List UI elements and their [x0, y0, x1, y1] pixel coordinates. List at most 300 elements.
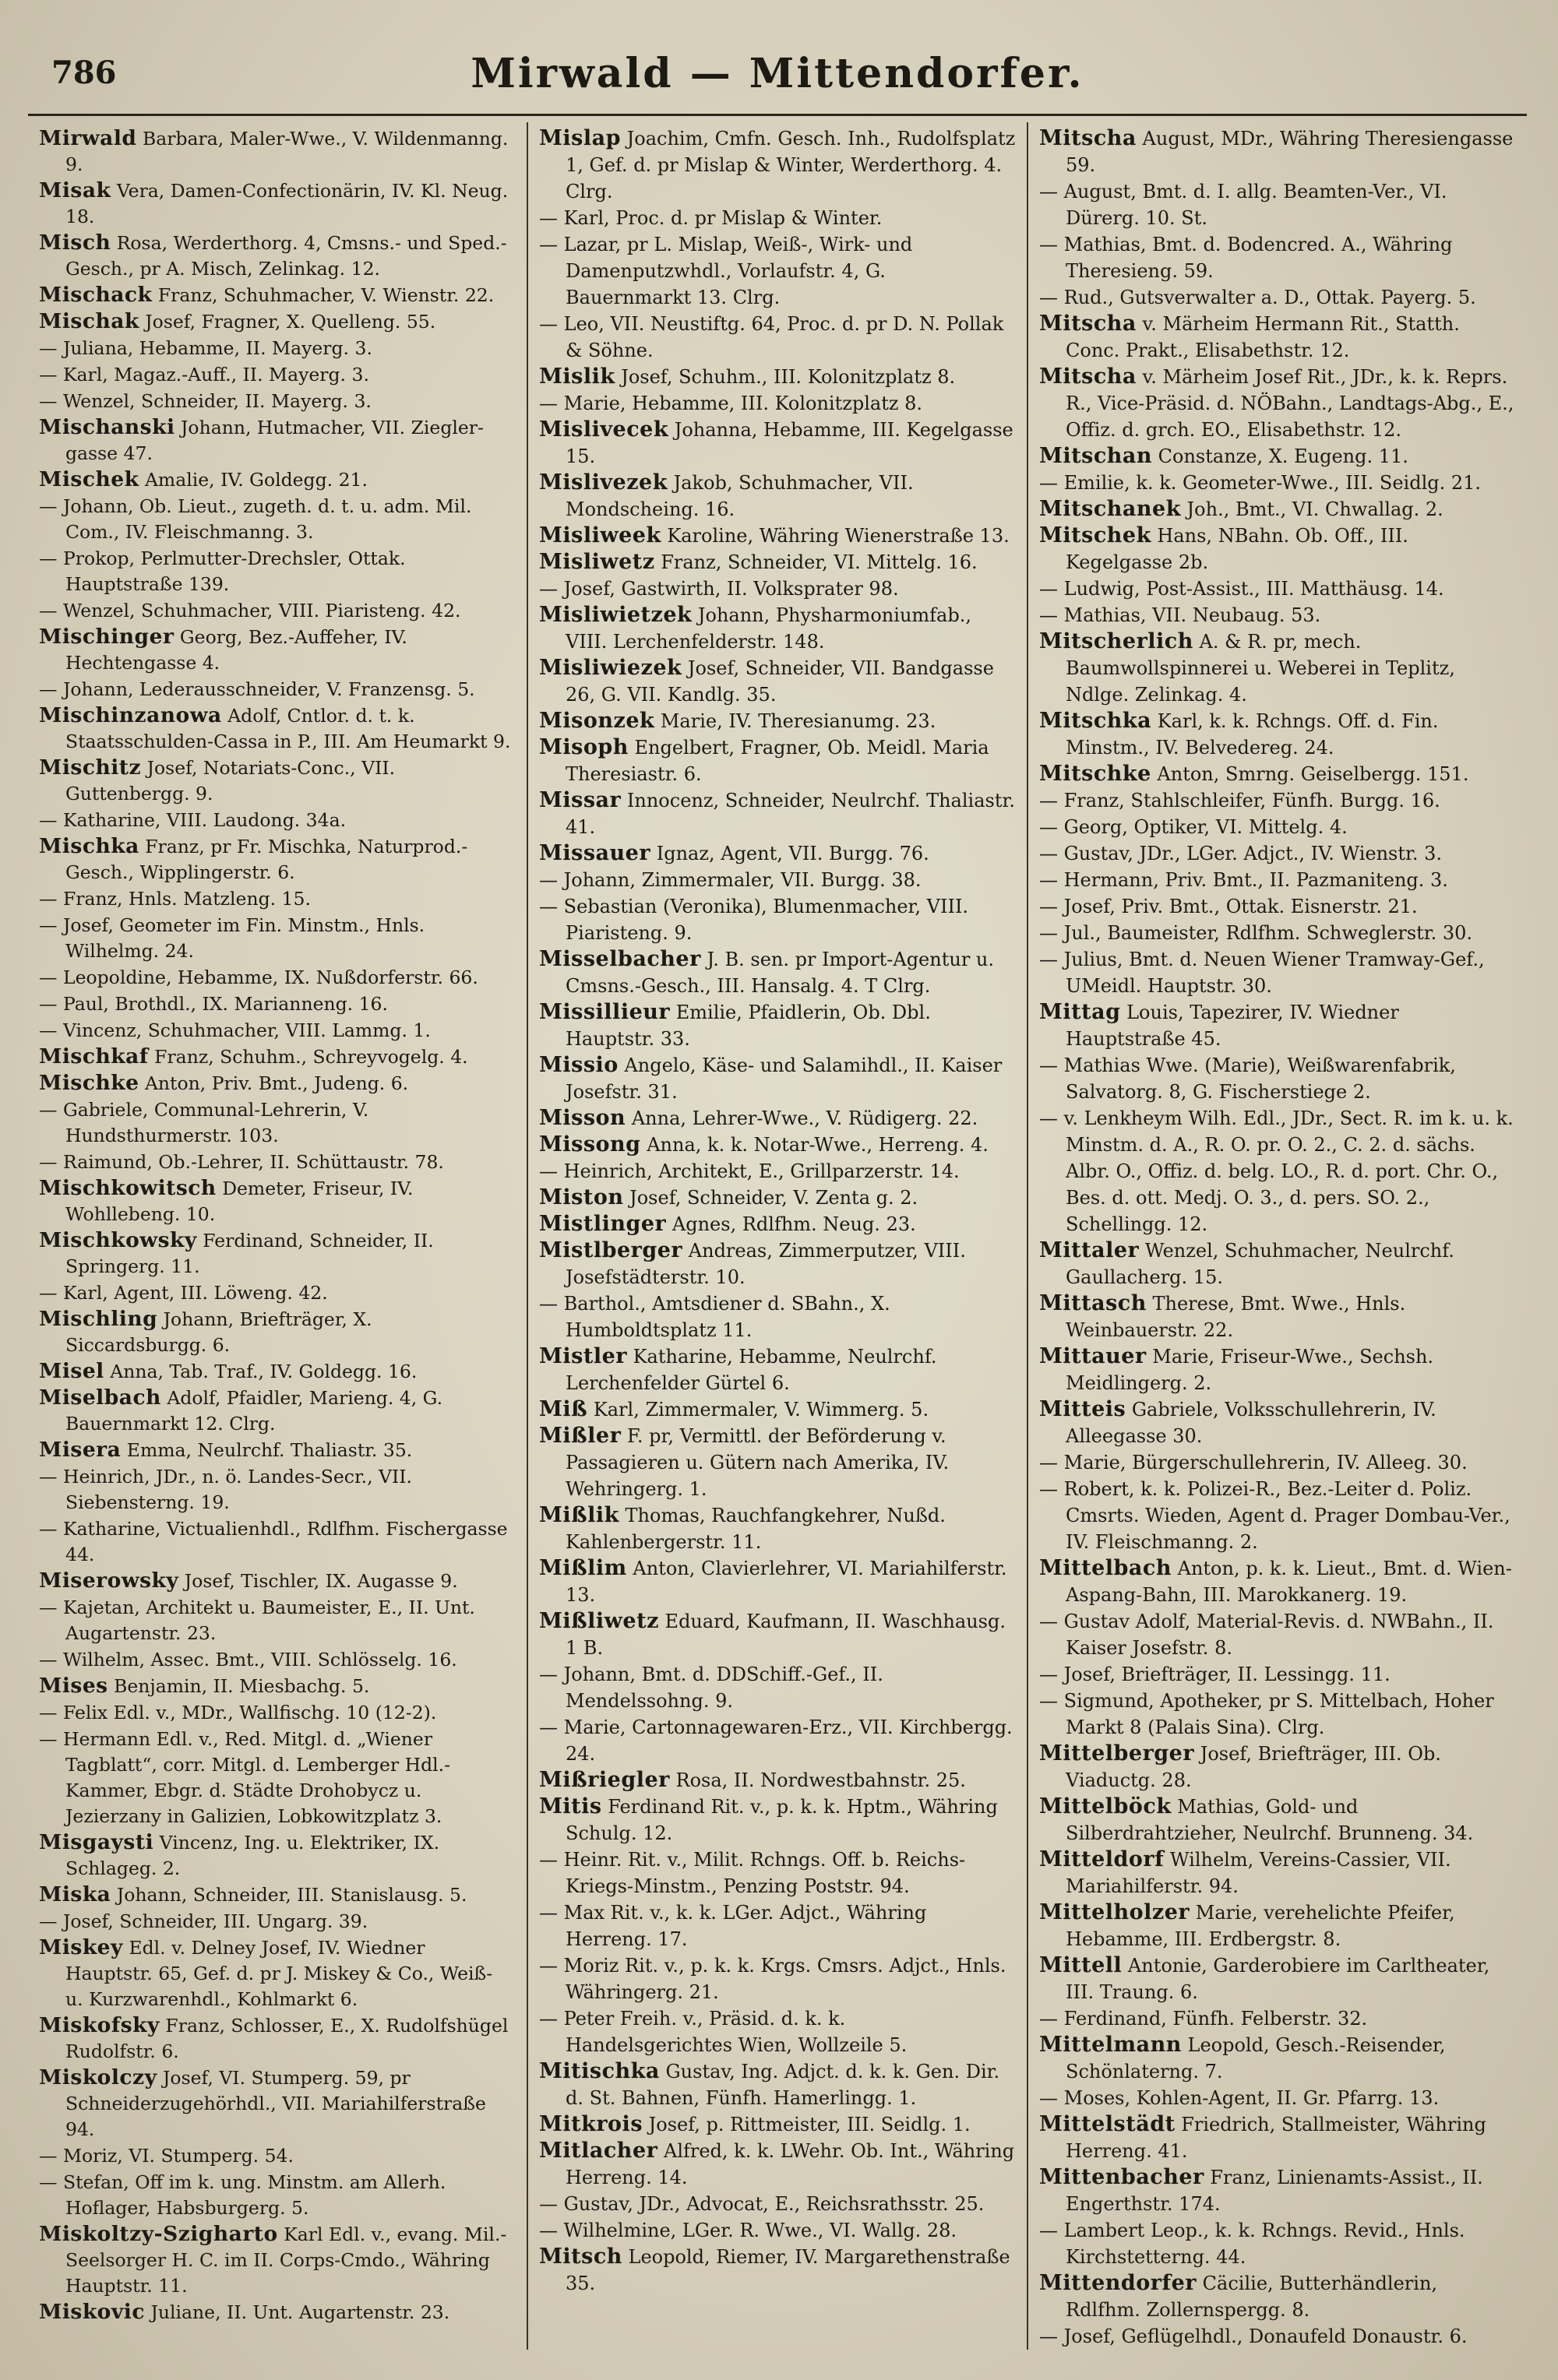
directory-entry — [39, 912, 516, 964]
entry-surname: Mittauer — [1039, 1344, 1147, 1368]
page-number: 786 — [51, 55, 117, 91]
entry-surname: Mittelberger — [1039, 1741, 1195, 1766]
directory-entry — [1039, 628, 1516, 708]
entry-surname: Misonzek — [539, 709, 655, 733]
entry-details: — Josef, Briefträger, II. Lessingg. 11. — [1039, 1664, 1391, 1685]
entry-surname: Misson — [539, 1106, 626, 1130]
directory-entry — [39, 2065, 516, 2142]
directory-entry — [1039, 893, 1516, 920]
entry-details: Karl, k. k. Rchngs. Off. d. Fin. Minstm., IV. Belvedereg. 24. — [1066, 710, 1439, 759]
entry-details: Edl. v. Delney Josef, IV. Wiedner Hauptstr. 65, Gef. d. pr J. Miskey & Co., Weiß- u. Kurzwarenhdl., Kohlmarkt 6. — [65, 1937, 493, 2010]
entry-details: — Paul, Brothdl., IX. Marianneng. 16. — [39, 993, 388, 1015]
directory-entry — [539, 893, 1016, 946]
entry-details: Agnes, Rdlfhm. Neug. 23. — [671, 1213, 916, 1235]
entry-surname: Mitsch — [539, 2244, 622, 2269]
entry-surname: Miskovic — [39, 2300, 145, 2324]
directory-entry — [1039, 2085, 1516, 2111]
entry-details: — Heinr. Rit. v., Milit. Rchngs. Off. b. Reichs-Kriegs-Minstm., Penzing Poststr. 94. — [539, 1849, 966, 1897]
entry-details: Eduard, Kaufmann, II. Waschhausg. 1 B. — [566, 1611, 1006, 1659]
entry-details: Josef, Notariats-Conc., VII. Guttenbergg. 9. — [65, 757, 396, 804]
entry-details: — Hermann Edl. v., Red. Mitgl. d. „Wiener Tagblatt“, corr. Mitgl. d. Lemberger Hdl.-Kammer, Ebgr. d. Städte Drohobycz u. Jezierzany in Galizien, Lobkowitzplatz 3. — [39, 1728, 451, 1827]
directory-entry — [539, 1396, 1016, 1423]
entry-surname: Mirwald — [39, 126, 137, 150]
entry-details: — Prokop, Perlmutter-Drechsler, Ottak. Hauptstraße 139. — [39, 547, 406, 595]
page-header — [28, 47, 1527, 116]
entry-details: Franz, Schneider, VI. Mittelg. 16. — [661, 551, 978, 573]
entry-surname: Mitscherlich — [1039, 629, 1193, 653]
entry-details: Johann, Hutmacher, VII. Ziegler-gasse 47. — [65, 417, 484, 464]
entry-details: — Stefan, Off im k. ung. Minstm. am Allerh. Hoflager, Habsburgerg. 5. — [39, 2171, 446, 2219]
directory-entry — [39, 1908, 516, 1935]
directory-entry — [39, 1463, 516, 1516]
entry-surname: Misliwiezek — [539, 656, 682, 680]
entry-details: — Mathias Wwe. (Marie), Weißwarenfabrik, Salvatorg. 8, G. Fischerstiege 2. — [1039, 1054, 1456, 1103]
entry-surname: Misak — [39, 178, 111, 202]
directory-entry — [1039, 311, 1516, 364]
directory-entry — [539, 1847, 1016, 1899]
entry-surname: Missauer — [539, 841, 651, 865]
directory-entry — [39, 991, 516, 1017]
directory-entry — [39, 2299, 516, 2325]
entry-details: Vera, Damen-Confectionärin, IV. Kl. Neug. 18. — [65, 180, 509, 227]
entry-surname: Mißler — [539, 1424, 622, 1448]
directory-entry — [1039, 2005, 1516, 2032]
directory-entry — [1039, 999, 1516, 1052]
directory-entry — [539, 1211, 1016, 1238]
column-2 — [528, 122, 1028, 2350]
directory-entry — [39, 414, 516, 466]
entry-details: — August, Bmt. d. I. allg. Beamten-Ver., VI. Dürerg. 10. St. — [1039, 181, 1447, 229]
entry-details: Franz, Linienamts-Assist., II. Engerthstr. 174. — [1066, 2167, 1483, 2215]
entry-details: — Wilhelm, Assec. Bmt., VIII. Schlösselg. 16. — [39, 1649, 457, 1671]
directory-entry — [1039, 1052, 1516, 1105]
entry-surname: Mitis — [539, 1794, 602, 1818]
directory-entry — [539, 1343, 1016, 1396]
entry-surname: Misera — [39, 1438, 122, 1462]
directory-entry — [1039, 1555, 1516, 1608]
entry-details: Vincenz, Ing. u. Elektriker, IX. Schlageg. 2. — [65, 1832, 440, 1879]
directory-entry — [539, 1661, 1016, 1714]
entry-details: — Franz, Stahlschleifer, Fünfh. Burgg. 16. — [1039, 790, 1440, 812]
entry-details: Johann, Physharmoniumfab., VIII. Lerchenfelderstr. 148. — [566, 604, 971, 653]
entry-details: Gustav, Ing. Adjct. d. k. k. Gen. Dir. d. St. Bahnen, Fünfh. Hamerlingg. 1. — [566, 2061, 1000, 2109]
entry-details: — Franz, Hnls. Matzleng. 15. — [39, 888, 311, 910]
entry-details: — Felix Edl. v., MDr., Wallfischg. 10 (12-2). — [39, 1702, 437, 1723]
entry-details: — Barthol., Amtsdiener d. SBahn., X. Humboldtsplatz 11. — [539, 1293, 890, 1341]
directory-entry — [1039, 576, 1516, 602]
entry-surname: Mitteldorf — [1039, 1847, 1165, 1871]
directory-entry — [39, 493, 516, 545]
directory-entry — [39, 230, 516, 282]
entry-details: Marie, Friseur-Wwe., Sechsh. Meidlingerg. 2. — [1066, 1346, 1434, 1394]
directory-entry — [539, 946, 1016, 999]
entry-details: — Juliana, Hebamme, II. Mayerg. 3. — [39, 337, 372, 359]
entry-details: — Josef, Priv. Bmt., Ottak. Eisnerstr. 21. — [1039, 896, 1418, 917]
directory-entry — [39, 1882, 516, 1908]
entry-details: — Ludwig, Post-Assist., III. Matthäusg. 14. — [1039, 578, 1444, 600]
entry-details: — Josef, Schneider, III. Ungarg. 39. — [39, 1910, 368, 1932]
directory-entry — [39, 1726, 516, 1829]
directory-entry — [1039, 708, 1516, 761]
entry-surname: Miskolczy — [39, 2065, 157, 2090]
directory-entry — [39, 1070, 516, 1097]
entry-details: Rosa, II. Nordwestbahnstr. 25. — [675, 1769, 966, 1791]
directory-entry — [539, 2217, 1016, 2244]
directory-entry — [1039, 1396, 1516, 1449]
entry-surname: Mittelböck — [1039, 1794, 1172, 1818]
entry-details: — Johann, Bmt. d. DDSchiff.-Gef., II. Mendelssohng. 9. — [539, 1664, 883, 1712]
entry-surname: Misliweek — [539, 523, 661, 547]
entry-details: — Rud., Gutsverwalter a. D., Ottak. Payerg. 5. — [1039, 287, 1476, 308]
entry-details: Angelo, Käse- und Salamihdl., II. Kaiser Josefstr. 31. — [566, 1054, 1003, 1103]
entry-details: Josef, Schneider, VII. Bandgasse 26, G. VII. Kandlg. 35. — [566, 657, 994, 706]
directory-entry — [1039, 1105, 1516, 1238]
entry-details: Johann, Schneider, III. Stanislausg. 5. — [116, 1884, 467, 1906]
entry-details: Anton, Clavierlehrer, VI. Mariahilferstr. 13. — [566, 1558, 1007, 1606]
entry-surname: Mitischka — [539, 2059, 660, 2083]
directory-entry — [539, 2005, 1016, 2058]
entry-surname: Miserowsky — [39, 1568, 179, 1593]
entry-details: Franz, Schuhm., Schreyvogelg. 4. — [154, 1046, 468, 1068]
entry-details: Friedrich, Stallmeister, Währing Herreng. 41. — [1066, 2114, 1486, 2162]
directory-entry — [539, 999, 1016, 1052]
entry-details: Andreas, Zimmerputzer, VIII. Josefstädterstr. 10. — [566, 1240, 966, 1288]
entry-details: Franz, Schuhmacher, V. Wienstr. 22. — [157, 284, 495, 306]
entry-surname: Misliwietzek — [539, 603, 693, 627]
entry-details: — v. Lenkheym Wilh. Edl., JDr., Sect. R. im k. u. k. Minstm. d. A., R. O. pr. O. 2., C. 2. d. sächs. Albr. O., Offiz. d. belg. LO., R. d. port. Chr. O., Bes. d. ott. Medj. O. 3., d. pers. SO. 2., Schellingg. 12. — [1039, 1107, 1514, 1235]
entry-details: — Gabriele, Communal-Lehrerin, V. Hundsthurmerstr. 103. — [39, 1099, 369, 1146]
entry-details: — Leopoldine, Hebamme, IX. Nußdorferstr. 66. — [39, 966, 478, 988]
entry-details: — Lambert Leop., k. k. Rchngs. Revid., Hnls. Kirchstetterng. 44. — [1039, 2220, 1465, 2268]
entry-details: Wenzel, Schuhmacher, Neulrchf. Gaullacherg. 15. — [1066, 1240, 1454, 1288]
directory-entry — [39, 833, 516, 885]
directory-entry — [39, 1699, 516, 1726]
entry-surname: Miskofsky — [39, 2013, 160, 2037]
directory-entry — [1039, 1476, 1516, 1555]
entry-details: Leopold, Riemer, IV. Margarethenstraße 35. — [566, 2246, 1010, 2294]
entry-details: — Johann, Ob. Lieut., zugeth. d. t. u. adm. Mil. Com., IV. Fleischmanng. 3. — [39, 495, 472, 543]
directory-entry — [39, 388, 516, 414]
directory-entry — [39, 1568, 516, 1594]
entry-details: — Johann, Zimmermaler, VII. Burgg. 38. — [539, 869, 922, 891]
directory-entry — [539, 2058, 1016, 2111]
directory-entry — [39, 1044, 516, 1070]
entry-details: — Johann, Lederausschneider, V. Franzensg. 5. — [39, 678, 475, 700]
directory-entry — [1039, 2032, 1516, 2085]
directory-entry — [1039, 1688, 1516, 1741]
entry-details: Johann, Briefträger, X. Siccardsburgg. 6. — [65, 1308, 372, 1356]
entry-surname: Mitschka — [1039, 709, 1152, 733]
entry-details: — Katharine, Victualienhdl., Rdlfhm. Fischergasse 44. — [39, 1518, 508, 1565]
entry-details: Anna, k. k. Notar-Wwe., Herreng. 4. — [647, 1134, 989, 1156]
directory-entry — [1039, 2217, 1516, 2270]
entry-surname: Mislivecek — [539, 417, 669, 442]
entry-details: — Raimund, Ob.-Lehrer, II. Schüttaustr. 78. — [39, 1151, 444, 1173]
entry-surname: Mittell — [1039, 1953, 1123, 1977]
directory-entry — [1039, 496, 1516, 523]
entry-details: — Josef, Geflügelhdl., Donaufeld Donaustr. 6. — [1039, 2325, 1468, 2347]
entry-details: — Karl, Agent, III. Löweng. 42. — [39, 1282, 328, 1304]
entry-surname: Mislap — [539, 126, 621, 150]
entry-surname: Missio — [539, 1053, 619, 1077]
directory-entry — [539, 364, 1016, 390]
entry-details: Benjamin, II. Miesbachg. 5. — [114, 1675, 370, 1697]
entry-details: — Leo, VII. Neustiftg. 64, Proc. d. pr D. N. Pollak & Söhne. — [539, 313, 1004, 361]
entry-surname: Mitschan — [1039, 444, 1153, 468]
directory-entry — [1039, 761, 1516, 787]
entry-details: Josef, Briefträger, III. Ob. Viaductg. 28. — [1066, 1743, 1441, 1791]
entry-surname: Mises — [39, 1674, 108, 1698]
entry-surname: Mittag — [1039, 1000, 1121, 1024]
directory-entry — [39, 624, 516, 676]
directory-entry — [539, 1608, 1016, 1661]
entry-details: — Mathias, VII. Neubaug. 53. — [1039, 604, 1321, 626]
directory-entry — [1039, 1343, 1516, 1396]
directory-entry — [39, 282, 516, 308]
directory-entry — [1039, 178, 1516, 231]
directory-entry — [1039, 2164, 1516, 2217]
directory-entry — [539, 576, 1016, 602]
directory-entry — [1039, 602, 1516, 628]
entry-details: Hans, NBahn. Ob. Off., III. Kegelgasse 2b. — [1066, 525, 1408, 573]
entry-details: — Marie, Hebamme, III. Kolonitzplatz 8. — [539, 393, 923, 414]
entry-details: Engelbert, Fragner, Ob. Meidl. Maria Theresiastr. 6. — [566, 737, 989, 785]
column-3 — [1028, 122, 1527, 2350]
directory-entry — [39, 2221, 516, 2299]
entry-details: — Emilie, k. k. Geometer-Wwe., III. Seidlg. 21. — [1039, 472, 1482, 494]
entry-details: F. pr, Vermittl. der Beförderung v. Passagieren u. Gütern nach Amerika, IV. Wehringerg. 1. — [566, 1425, 950, 1500]
directory-entry — [39, 2012, 516, 2065]
entry-surname: Mittelstädt — [1039, 2112, 1176, 2136]
directory-entry — [39, 1437, 516, 1463]
directory-entry — [39, 1149, 516, 1175]
directory-entry — [539, 1767, 1016, 1794]
entry-surname: Miselbach — [39, 1385, 161, 1410]
directory-entry — [1039, 2323, 1516, 2350]
directory-entry — [1039, 920, 1516, 946]
entry-surname: Mittendorfer — [1039, 2271, 1197, 2295]
directory-entry — [1039, 946, 1516, 999]
entry-details: — Wilhelmine, LGer. R. Wwe., VI. Wallg. 28. — [539, 2220, 957, 2241]
directory-entry — [39, 1017, 516, 1044]
entry-surname: Misselbacher — [539, 947, 701, 971]
entry-surname: Miskoltzy-Szigharto — [39, 2222, 278, 2246]
entry-details: v. Märheim Hermann Rit., Statth. Conc. Prakt., Elisabethstr. 12. — [1066, 313, 1460, 361]
entry-surname: Misel — [39, 1359, 104, 1383]
entry-surname: Mischka — [39, 834, 139, 858]
entry-details: Emilie, Pfaidlerin, Ob. Dbl. Hauptstr. 33. — [566, 1002, 931, 1050]
entry-surname: Miston — [539, 1185, 624, 1209]
directory-entry — [1039, 284, 1516, 311]
entry-surname: Mistler — [539, 1344, 627, 1368]
entry-details: — Vincenz, Schuhmacher, VIII. Lammg. 1. — [39, 1019, 431, 1041]
directory-entry — [39, 807, 516, 833]
entry-surname: Mitkrois — [539, 2112, 643, 2136]
entry-details: — Katharine, VIII. Laudong. 34a. — [39, 809, 347, 831]
directory-entry — [39, 1594, 516, 1646]
entry-surname: Mißlik — [539, 1503, 619, 1527]
directory-entry — [1039, 2111, 1516, 2164]
directory-entry — [1039, 1661, 1516, 1688]
directory-entry — [39, 335, 516, 361]
directory-entry — [39, 1227, 516, 1280]
directory-entry — [539, 125, 1016, 205]
entry-details: Louis, Tapezirer, IV. Wiedner Hauptstraße 45. — [1066, 1002, 1399, 1050]
directory-entry — [39, 702, 516, 755]
directory-entry — [1039, 1608, 1516, 1661]
entry-details: Amalie, IV. Goldegg. 21. — [144, 469, 368, 491]
entry-details: Wilhelm, Vereins-Cassier, VII. Mariahilferstr. 94. — [1066, 1849, 1451, 1897]
entry-details: Alfred, k. k. LWehr. Ob. Int., Währing Herreng. 14. — [566, 2140, 1015, 2188]
entry-details: — Wenzel, Schneider, II. Mayerg. 3. — [39, 390, 372, 412]
entry-details: Josef, Schneider, V. Zenta g. 2. — [629, 1187, 918, 1209]
entry-details: — Hermann, Priv. Bmt., II. Pazmaniteng. 3. — [1039, 869, 1448, 891]
entry-details: Rosa, Werderthorg. 4, Cmsns.- und Sped.-Gesch., pr A. Misch, Zelinkag. 12. — [65, 232, 507, 280]
directory-entry — [539, 2244, 1016, 2297]
entry-surname: Mitschanek — [1039, 497, 1181, 521]
columns — [28, 122, 1527, 2350]
entry-details: Joachim, Cmfn. Gesch. Inh., Rudolfsplatz 1, Gef. d. pr Mislap & Winter, Werderthorg. 4. Clrg. — [566, 128, 1016, 202]
entry-details: Therese, Bmt. Wwe., Hnls. Weinbauerstr. 22. — [1066, 1293, 1406, 1341]
entry-details: Anna, Tab. Traf., IV. Goldegg. 16. — [110, 1361, 418, 1382]
entry-details: — Sigmund, Apotheker, pr S. Mittelbach, Hoher Markt 8 (Palais Sina). Clrg. — [1039, 1690, 1494, 1738]
entry-details: Josef, p. Rittmeister, III. Seidlg. 1. — [648, 2114, 971, 2135]
directory-entry — [39, 1280, 516, 1306]
directory-entry — [39, 755, 516, 807]
entry-details: Emma, Neulrchf. Thaliastr. 35. — [126, 1439, 413, 1461]
entry-details: Cäcilie, Butterhändlerin, Rdlfhm. Zollernspergg. 8. — [1066, 2273, 1438, 2321]
entry-details: — Marie, Bürgerschullehrerin, IV. Alleeg. 30. — [1039, 1452, 1468, 1473]
directory-entry — [1039, 1899, 1516, 1952]
directory-entry — [539, 1052, 1016, 1105]
directory-entry — [539, 867, 1016, 893]
entry-details: Karl, Zimmermaler, V. Wimmerg. 5. — [593, 1399, 929, 1421]
entry-details: Josef, VI. Stumperg. 59, pr Schneiderzugehörhdl., VII. Mariahilferstraße 94. — [65, 2067, 486, 2140]
entry-details: Adolf, Cntlor. d. t. k. Staatsschulden-Cassa in P., III. Am Heumarkt 9. — [65, 705, 511, 752]
entry-surname: Mischinzanowa — [39, 703, 222, 727]
entry-details: Marie, verehelichte Pfeifer, Hebamme, III. Erdbergstr. 8. — [1066, 1902, 1455, 1950]
directory-entry — [539, 1899, 1016, 1952]
entry-details: — Heinrich, Architekt, E., Grillparzerstr. 14. — [539, 1160, 960, 1182]
directory-entry — [1039, 364, 1516, 443]
entry-details: Ignaz, Agent, VII. Burgg. 76. — [656, 843, 929, 864]
entry-details: — Moses, Kohlen-Agent, II. Gr. Pfarrg. 13. — [1039, 2087, 1440, 2109]
directory-entry — [539, 205, 1016, 231]
directory-entry — [1039, 814, 1516, 840]
directory-entry — [539, 1105, 1016, 1132]
entry-details: — Wenzel, Schuhmacher, VIII. Piaristeng. 42. — [39, 600, 461, 621]
entry-details: Marie, IV. Theresianumg. 23. — [660, 710, 936, 732]
entry-details: — Moriz, VI. Stumperg. 54. — [39, 2145, 294, 2167]
entry-surname: Mischke — [39, 1071, 139, 1095]
entry-surname: Mischack — [39, 283, 153, 307]
directory-entry — [539, 1555, 1016, 1608]
entry-surname: Mitscha — [1039, 312, 1137, 336]
entry-details: Joh., Bmt., VI. Chwallag. 2. — [1186, 498, 1443, 520]
entry-details: — Gustav, JDr., Advocat, E., Reichsrathsstr. 25. — [539, 2193, 985, 2215]
entry-details: Josef, Tischler, IX. Augasse 9. — [184, 1570, 458, 1592]
directory-entry — [539, 2138, 1016, 2191]
directory-entry — [39, 1646, 516, 1673]
directory-entry — [39, 885, 516, 912]
directory-entry — [1039, 1238, 1516, 1290]
directory-entry — [39, 361, 516, 388]
directory-entry — [539, 311, 1016, 364]
entry-details: v. Märheim Josef Rit., JDr., k. k. Reprs. R., Vice-Präsid. d. NÖBahn., Landtags-Abg., E., Offiz. d. grch. EO., Elisabethstr. 12. — [1066, 366, 1514, 441]
entry-details: A. & R. pr, mech. Baumwollspinnerei u. Weberei in Teplitz, Ndlge. Zelinkag. 4. — [1066, 631, 1455, 706]
entry-surname: Mistlberger — [539, 1238, 683, 1262]
entry-surname: Mittelholzer — [1039, 1900, 1190, 1924]
entry-details: — Josef, Geometer im Fin. Minstm., Hnls. Wilhelmg. 24. — [39, 914, 425, 962]
directory-entry — [539, 549, 1016, 576]
directory-entry — [39, 308, 516, 335]
entry-surname: Mißlim — [539, 1556, 627, 1580]
directory-entry — [539, 840, 1016, 867]
entry-details: — Moriz Rit. v., p. k. k. Krgs. Cmsrs. Adjct., Hnls. Währingerg. 21. — [539, 1955, 1006, 2003]
directory-entry — [539, 655, 1016, 708]
entry-details: — Jul., Baumeister, Rdlfhm. Schweglerstr. 30. — [1039, 922, 1473, 944]
entry-details: Leopold, Gesch.-Reisender, Schönlaterng. 7. — [1066, 2034, 1446, 2082]
entry-surname: Mischkowsky — [39, 1228, 197, 1252]
entry-details: — Georg, Optiker, VI. Mittelg. 4. — [1039, 816, 1348, 838]
entry-details: Karoline, Währing Wienerstraße 13. — [667, 525, 1010, 547]
entry-details: — Ferdinand, Fünfh. Felberstr. 32. — [1039, 2008, 1368, 2030]
directory-entry — [539, 1502, 1016, 1555]
directory-entry — [539, 523, 1016, 549]
directory-entry — [539, 1794, 1016, 1847]
directory-entry — [39, 1935, 516, 2012]
entry-surname: Mitscha — [1039, 126, 1137, 150]
entry-details: Barbara, Maler-Wwe., V. Wildenmanng. 9. — [65, 128, 509, 175]
entry-details: Ferdinand Rit. v., p. k. k. Hptm., Währing Schulg. 12. — [566, 1796, 998, 1844]
entry-surname: Mischkowitsch — [39, 1176, 217, 1200]
entry-details: — Gustav Adolf, Material-Revis. d. NWBahn., II. Kaiser Josefstr. 8. — [1039, 1611, 1494, 1659]
entry-surname: Missillieur — [539, 1000, 671, 1024]
entry-details: Adolf, Pfaidler, Marieng. 4, G. Bauernmarkt 12. Clrg. — [65, 1387, 443, 1435]
directory-entry — [539, 1423, 1016, 1502]
entry-details: Karl Edl. v., evang. Mil.-Seelsorger H. C. im II. Corps-Cmdo., Währing Hauptstr. 11. — [65, 2223, 507, 2297]
entry-details: — Peter Freih. v., Präsid. d. k. k. Handelsgerichtes Wien, Wollzeile 5. — [539, 2008, 908, 2056]
directory-entry — [39, 2169, 516, 2221]
directory-entry — [539, 734, 1016, 787]
entry-surname: Mitschek — [1039, 523, 1151, 547]
directory-entry — [539, 470, 1016, 523]
entry-surname: Mittasch — [1039, 1291, 1147, 1315]
entry-surname: Mitlacher — [539, 2139, 658, 2163]
directory-entry — [539, 787, 1016, 840]
entry-surname: Mischitz — [39, 755, 142, 780]
directory-entry — [1039, 125, 1516, 178]
directory-entry — [1039, 1794, 1516, 1847]
directory-entry — [39, 2142, 516, 2169]
directory-entry — [39, 676, 516, 702]
directory-entry — [1039, 231, 1516, 284]
entry-details: Franz, pr Fr. Mischka, Naturprod.-Gesch., Wipplingerstr. 6. — [65, 836, 468, 883]
entry-details: Anton, p. k. k. Lieut., Bmt. d. Wien-Aspang-Bahn, III. Marokkanerg. 19. — [1066, 1558, 1512, 1606]
directory-entry — [539, 1714, 1016, 1767]
entry-surname: Mittelmann — [1039, 2033, 1182, 2057]
directory-entry — [39, 597, 516, 624]
entry-surname: Mittaler — [1039, 1238, 1140, 1262]
entry-surname: Mißliwetz — [539, 1609, 659, 1633]
entry-details: — Mathias, Bmt. d. Bodencred. A., Währing Theresieng. 59. — [1039, 234, 1453, 282]
directory-entry — [1039, 443, 1516, 470]
entry-details: Demeter, Friseur, IV. Wohllebeng. 10. — [65, 1178, 414, 1225]
entry-details: Anton, Priv. Bmt., Judeng. 6. — [144, 1072, 409, 1094]
directory-entry — [539, 390, 1016, 417]
entry-surname: Mischanski — [39, 415, 175, 439]
directory-entry — [1039, 867, 1516, 893]
